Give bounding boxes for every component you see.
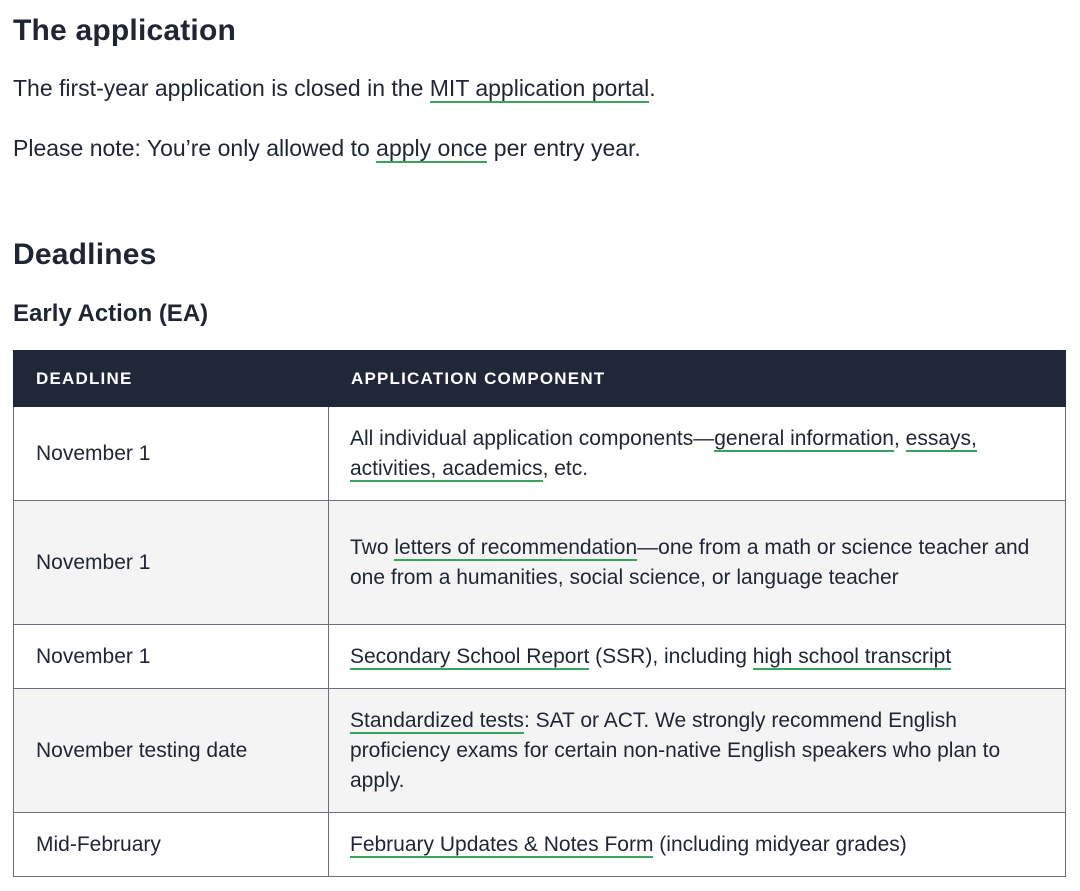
component-link[interactable]: general information xyxy=(714,426,894,450)
component-link[interactable]: Standardized tests xyxy=(350,708,524,732)
component-text: , etc. xyxy=(542,456,589,480)
component-link[interactable]: high school transcript xyxy=(752,644,952,668)
deadline-column-header: DEADLINE xyxy=(14,351,329,407)
component-link[interactable]: essays, activities, academics xyxy=(350,426,977,480)
deadline-cell: Mid-February xyxy=(14,813,329,877)
mit-application-portal-link[interactable]: MIT application portal xyxy=(429,75,650,101)
deadline-cell: November 1 xyxy=(14,625,329,689)
component-cell xyxy=(329,813,1066,877)
component-text: —one from a math or science teacher and one from a humanities, social science, or language teacher xyxy=(350,535,1030,589)
component-cell xyxy=(329,689,1066,813)
component-text: (SSR), including xyxy=(589,644,753,668)
deadline-cell: November testing date xyxy=(14,689,329,813)
component-cell xyxy=(329,501,1066,625)
table-row xyxy=(14,501,1066,625)
component-cell xyxy=(329,625,1066,689)
component-text: : SAT or ACT. We strongly recommend English proficiency exams for certain non-native English speakers who plan to apply. xyxy=(350,708,1001,792)
component-text: All individual application components— xyxy=(350,426,715,450)
apply-once-note: Please note: You’re only allowed to apply once per entry year. xyxy=(13,135,641,161)
application-heading: The application xyxy=(13,14,237,47)
deadline-cell: November 1 xyxy=(14,407,329,501)
component-text: , xyxy=(894,426,906,450)
table-row xyxy=(14,689,1066,813)
component-column-header: APPLICATION COMPONENT xyxy=(329,351,1066,407)
early-action-subheading: Early Action (EA) xyxy=(13,300,209,327)
apply-once-link[interactable]: apply once xyxy=(376,135,488,161)
table-row xyxy=(14,407,1066,501)
deadline-cell: November 1 xyxy=(14,501,329,625)
table-body xyxy=(14,407,1066,877)
component-cell xyxy=(329,407,1066,501)
component-link[interactable]: letters of recommendation xyxy=(394,535,638,559)
deadlines-table xyxy=(13,350,1066,877)
component-link[interactable]: Secondary School Report xyxy=(350,644,590,668)
component-link[interactable]: February Updates & Notes Form xyxy=(350,832,654,856)
deadlines-heading: Deadlines xyxy=(13,238,157,271)
table-header-row xyxy=(14,351,1066,407)
table-row xyxy=(14,625,1066,689)
component-text: Two xyxy=(350,535,395,559)
application-closed-text: The first-year application is closed in the MIT application portal. xyxy=(13,75,656,101)
table-row xyxy=(14,813,1066,877)
component-text: (including midyear grades) xyxy=(653,832,907,856)
